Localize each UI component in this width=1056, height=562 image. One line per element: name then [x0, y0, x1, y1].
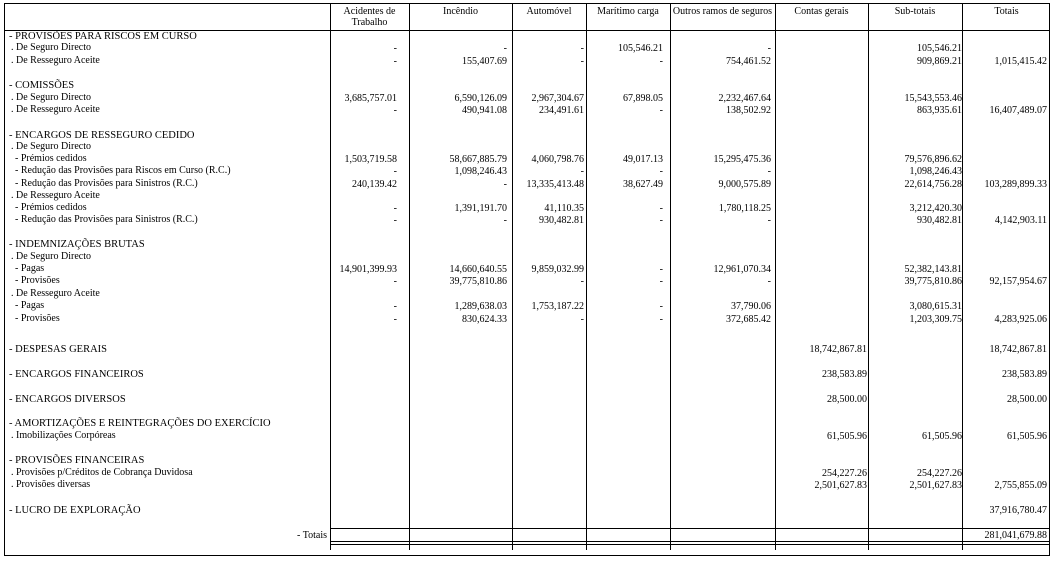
cell: 52,382,143.81 [904, 264, 962, 275]
cell: 39,775,810.86 [904, 276, 962, 287]
cell: 830,624.33 [462, 314, 507, 325]
cell: - [393, 203, 397, 214]
cell: 15,295,475.36 [713, 154, 771, 165]
row-label: . Provisões p/Créditos de Cobrança Duvidosa [11, 467, 193, 478]
row-label: - Provisões [15, 275, 60, 286]
cell: - [580, 276, 584, 287]
row-label: - Redução das Provisões para Sinistros (R.C.) [15, 178, 198, 189]
cell: 13,335,413.48 [526, 179, 584, 190]
cell: 254,227.26 [822, 468, 867, 479]
cell: 41,110.35 [544, 203, 584, 214]
cell: 2,755,855.09 [994, 480, 1047, 491]
cell: 4,283,925.06 [994, 314, 1047, 325]
cell: 138,502.92 [726, 105, 771, 116]
cell: - [393, 105, 397, 116]
section-title: - COMISSÕES [9, 80, 75, 91]
cell: 2,967,304.67 [531, 93, 584, 104]
header-totais: Totais [994, 6, 1019, 17]
cell: - [659, 276, 663, 287]
cell: 909,869.21 [917, 56, 962, 67]
cell: - [393, 166, 397, 177]
section-title: - ENCARGOS FINANCEIROS [9, 369, 144, 380]
cell: 61,505.96 [922, 431, 962, 442]
cell: 1,391,191.70 [454, 203, 507, 214]
cell: - [659, 166, 663, 177]
cell: 9,000,575.89 [718, 179, 771, 190]
cell: 1,098,246.43 [909, 166, 962, 177]
cell: 14,901,399.93 [339, 264, 397, 275]
row-label: - Redução das Provisões para Riscos em Curso (R.C.) [15, 165, 231, 176]
group-label: . De Resseguro Aceite [11, 190, 100, 201]
cell: 67,898.05 [623, 93, 663, 104]
cell: 490,941.08 [462, 105, 507, 116]
cell: 4,142,903.11 [994, 215, 1047, 226]
cell: 3,685,757.01 [344, 93, 397, 104]
row-label: - Pagas [15, 300, 45, 311]
cell: 254,227.26 [917, 468, 962, 479]
cell: - [767, 166, 771, 177]
cell: 1,015,415.42 [994, 56, 1047, 67]
cell: - [503, 215, 507, 226]
section-title: - PROVISÕES FINANCEIRAS [9, 455, 145, 466]
cell: - [767, 43, 771, 54]
row-label: . De Seguro Directo [11, 92, 91, 103]
cell: 18,742,867.81 [809, 344, 867, 355]
cell: - [659, 314, 663, 325]
cell: 28,500.00 [827, 394, 867, 405]
cell: - [580, 314, 584, 325]
column-divider [868, 4, 869, 550]
section-title: - AMORTIZAÇÕES E REINTEGRAÇÕES DO EXERCÍCIO [9, 418, 271, 429]
cell: - [580, 43, 584, 54]
column-divider [409, 4, 410, 550]
cell: 754,461.52 [726, 56, 771, 67]
section-title: - LUCRO DE EXPLORAÇÃO [9, 505, 141, 516]
cell: - [659, 215, 663, 226]
cell: 92,157,954.67 [989, 276, 1047, 287]
cell: 61,505.96 [827, 431, 867, 442]
cell: 9,859,032.99 [531, 264, 584, 275]
cell: 155,407.69 [462, 56, 507, 67]
cell: - [503, 179, 507, 190]
cell: - [393, 301, 397, 312]
cell: - [767, 276, 771, 287]
cell: - [393, 56, 397, 67]
section-title: - ENCARGOS DIVERSOS [9, 394, 126, 405]
section-title: - DESPESAS GERAIS [9, 344, 108, 355]
cell: - [393, 43, 397, 54]
cell: 240,139.42 [352, 179, 397, 190]
group-label: . De Resseguro Aceite [11, 288, 100, 299]
row-label: - Provisões [15, 313, 60, 324]
column-divider [512, 4, 513, 550]
cell: 38,627.49 [623, 179, 663, 190]
cell: 238,583.89 [822, 369, 867, 380]
cell: 28,500.00 [1007, 394, 1047, 405]
row-label: . De Resseguro Aceite [11, 104, 100, 115]
column-divider [775, 4, 776, 550]
header-incendio: Incêndio [443, 6, 478, 17]
header-automovel: Automóvel [526, 6, 572, 17]
cell: 2,232,467.64 [718, 93, 771, 104]
cell: - [393, 276, 397, 287]
cell: 14,660,640.55 [449, 264, 507, 275]
row-label: - Redução das Provisões para Sinistros (R.C.) [15, 214, 198, 225]
cell: 79,576,896.62 [904, 154, 962, 165]
cell: 37,790.06 [731, 301, 771, 312]
cell: 16,407,489.07 [989, 105, 1047, 116]
cell: - [659, 203, 663, 214]
header-contas-gerais: Contas gerais [794, 6, 849, 17]
cell: 4,060,798.76 [531, 154, 584, 165]
cell: 105,546.21 [618, 43, 663, 54]
cell: 105,546.21 [917, 43, 962, 54]
cell: 15,543,553.46 [904, 93, 962, 104]
column-divider [330, 4, 331, 550]
cell: - [580, 56, 584, 67]
column-divider [586, 4, 587, 550]
section-title: - INDEMNIZAÇÕES BRUTAS [9, 239, 145, 250]
cell: 1,503,719.58 [344, 154, 397, 165]
row-label: . De Resseguro Aceite [11, 55, 100, 66]
cell: 372,685.42 [726, 314, 771, 325]
cell: - [767, 215, 771, 226]
cell: 930,482.81 [539, 215, 584, 226]
cell: 3,212,420.30 [909, 203, 962, 214]
cell: 3,080,615.31 [909, 301, 962, 312]
row-label: - Pagas [15, 263, 45, 274]
cell: 61,505.96 [1007, 431, 1047, 442]
cell: 12,961,070.34 [713, 264, 771, 275]
cell: 1,289,638.03 [454, 301, 507, 312]
cell: 234,491.61 [539, 105, 584, 116]
cell: 22,614,756.28 [904, 179, 962, 190]
cell: 863,935.61 [917, 105, 962, 116]
cell: 238,583.89 [1002, 369, 1047, 380]
cell: 930,482.81 [917, 215, 962, 226]
cell: - [659, 264, 663, 275]
header-acidentes: Acidentes de Trabalho [343, 6, 396, 28]
totals-rule [330, 528, 1049, 529]
cell: 58,667,885.79 [449, 154, 507, 165]
cell: 49,017.13 [623, 154, 663, 165]
header-subtotais: Sub-totais [894, 6, 936, 17]
row-label: - Prémios cedidos [15, 202, 87, 213]
section-title: - ENCARGOS DE RESSEGURO CEDIDO [9, 130, 195, 141]
cell: - [659, 56, 663, 67]
totals-rule [330, 544, 1049, 545]
totals-value: 281,041,679.88 [984, 530, 1047, 541]
cell: 37,916,780.47 [989, 505, 1047, 516]
cell: 1,203,309.75 [909, 314, 962, 325]
cell: - [659, 105, 663, 116]
cell: 1,098,246.43 [454, 166, 507, 177]
cell: 1,753,187.22 [531, 301, 584, 312]
header-outros: Outros ramos de seguros [672, 6, 773, 17]
financial-table [4, 3, 1050, 556]
cell: 18,742,867.81 [989, 344, 1047, 355]
cell: - [393, 215, 397, 226]
row-label: . Imobilizações Corpóreas [11, 430, 116, 441]
cell: - [659, 301, 663, 312]
totals-rule [330, 541, 1049, 542]
cell: - [503, 43, 507, 54]
totals-label: - Totais [297, 530, 327, 541]
header-maritimo: Marítimo carga [597, 6, 659, 17]
cell: 6,590,126.09 [454, 93, 507, 104]
cell: - [580, 166, 584, 177]
cell: 103,289,899.33 [984, 179, 1047, 190]
cell: 39,775,810.86 [449, 276, 507, 287]
row-label: . Provisões diversas [11, 479, 91, 490]
cell: 2,501,627.83 [814, 480, 867, 491]
column-divider [962, 4, 963, 550]
cell: 2,501,627.83 [909, 480, 962, 491]
cell: 1,780,118.25 [718, 203, 771, 214]
section-title: - PROVISÕES PARA RISCOS EM CURSO [9, 31, 197, 42]
group-label: . De Seguro Directo [11, 251, 91, 262]
row-label: - Prémios cedidos [15, 153, 87, 164]
row-label: . De Seguro Directo [11, 42, 91, 53]
cell: - [393, 314, 397, 325]
group-label: . De Seguro Directo [11, 141, 91, 152]
column-divider [670, 4, 671, 550]
